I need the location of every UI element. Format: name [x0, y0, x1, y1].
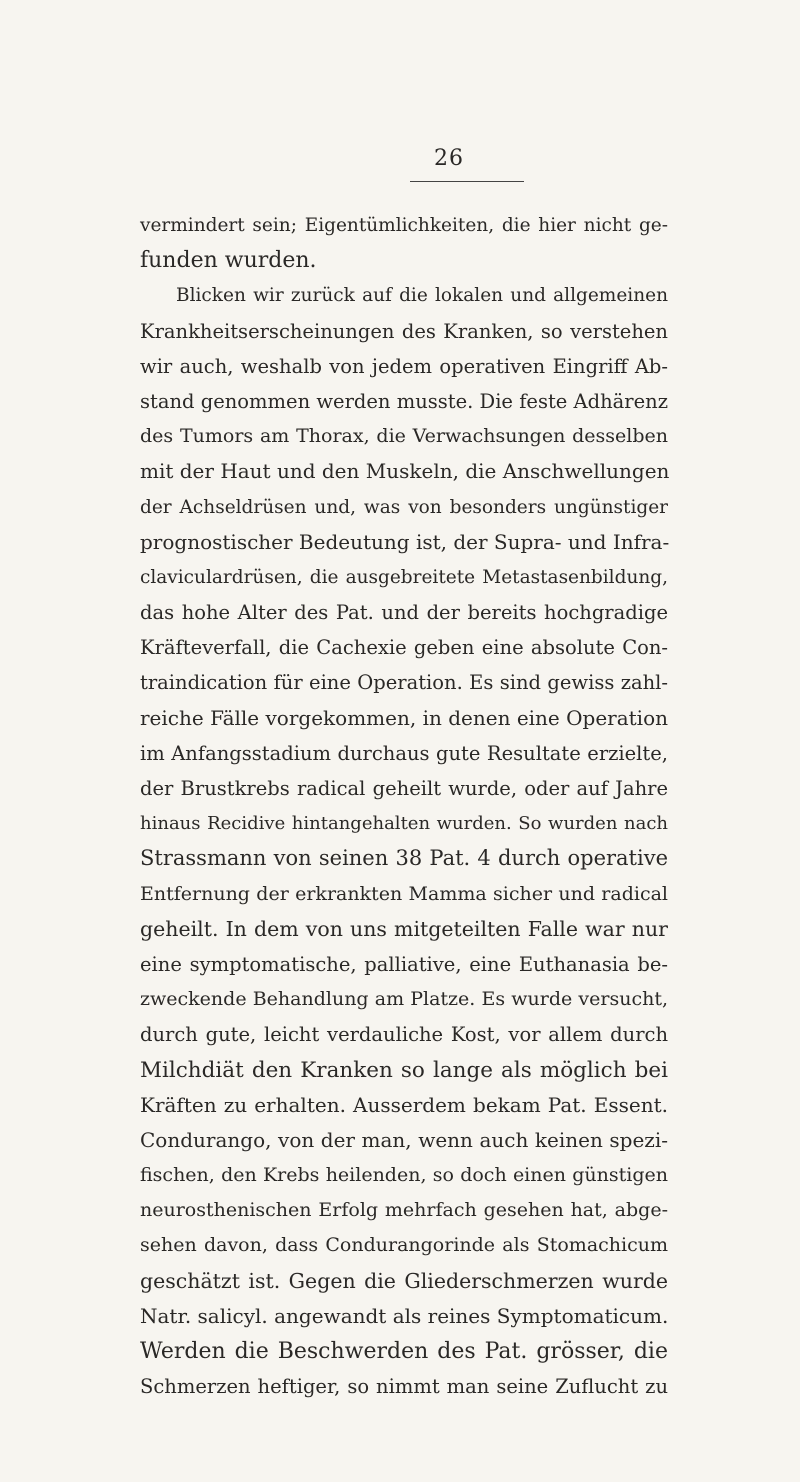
text-line: traindication für eine Operation. Es sind gewiss zahl- — [140, 671, 668, 695]
text-line: Condurango, von der man, wenn auch keinen spezi- — [140, 1127, 668, 1152]
text-line: der Brustkrebs radical geheilt wurde, oder auf Jahre — [140, 777, 668, 800]
text-line: im Anfangsstadium durchaus gute Resultate erzielte, — [140, 741, 668, 765]
text-line: Strassmann von seinen 38 Pat. 4 durch operative — [140, 846, 668, 871]
text-line: fischen, den Krebs heilenden, so doch einen günstigen — [140, 1164, 668, 1187]
text-line: Entfernung der erkrankten Mamma sicher und radical — [140, 882, 668, 905]
text-line: Blicken wir zurück auf die lokalen und allgemeinen — [176, 285, 668, 307]
text-line: des Tumors am Thorax, die Verwachsungen desselben — [140, 425, 668, 448]
text-line: geheilt. In dem von uns mitgeteilten Falle war nur — [140, 916, 668, 941]
text-line: eine symptomatische, palliative, eine Euthanasia be- — [140, 952, 668, 976]
text-line: hinaus Recidive hintangehalten wurden. So wurden nach — [140, 813, 668, 835]
text-line: zweckende Behandlung am Platze. Es wurde versucht, — [140, 988, 668, 1011]
text-line: Natr. salicyl. angewandt als reines Symptomaticum. — [140, 1303, 669, 1328]
text-line: mit der Haut und den Muskeln, die Anschwellungen — [140, 459, 670, 484]
text-line: der Achseldrüsen und, was von besonders ungünstiger — [140, 496, 668, 518]
text-line: geschätzt ist. Gegen die Gliederschmerzen wurde — [140, 1268, 668, 1293]
text-line: neurosthenischen Erfolg mehrfach gesehen hat, abge- — [140, 1199, 668, 1222]
text-line: sehen davon, dass Condurangorinde als Stomachicum — [140, 1234, 668, 1257]
text-line: reiche Fälle vorgekommen, in denen eine Operation — [140, 705, 668, 730]
text-line: Kräfteverfall, die Cachexie geben eine absolute Con- — [140, 636, 668, 660]
text-line: stand genommen werden musste. Die feste Adhärenz — [140, 389, 668, 413]
text-line: vermindert sein; Eigentümlichkeiten, die hier nicht ge- — [140, 215, 668, 236]
text-line: Krankheitserscheinungen des Kranken, so verstehen — [140, 319, 668, 343]
text-line: Kräften zu erhalten. Ausserdem bekam Pat. Essent. — [140, 1092, 668, 1117]
text-line: Schmerzen heftiger, so nimmt man seine Zuflucht zu — [140, 1375, 668, 1399]
text-line: wir auch, weshalb von jedem operativen Eingriff Ab- — [140, 354, 668, 378]
text-line: Werden die Beschwerden des Pat. grösser, die — [140, 1339, 668, 1364]
text-line: prognostischer Bedeutung ist, der Supra- und Infra- — [140, 529, 670, 554]
text-line: funden wurden. — [140, 248, 317, 274]
body-text — [140, 208, 668, 1404]
text-line: durch gute, leicht verdauliche Kost, vor allem durch — [140, 1023, 668, 1047]
header-rule — [410, 181, 524, 182]
text-line: das hohe Alter des Pat. und der bereits hochgradige — [140, 601, 668, 625]
text-line: claviculardrüsen, die ausgebreitete Metastasenbildung, — [140, 566, 668, 588]
page-number: 26 — [434, 146, 464, 171]
text-line: Milchdiät den Kranken so lange als möglich bei — [140, 1057, 668, 1083]
